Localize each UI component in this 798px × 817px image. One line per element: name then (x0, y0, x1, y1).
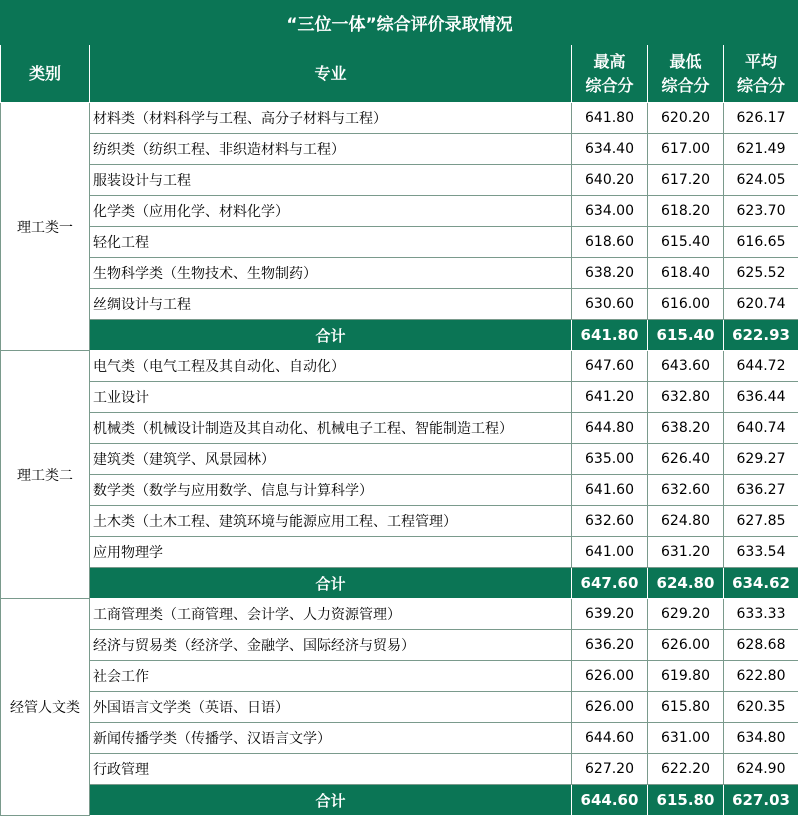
table-row (1, 413, 798, 444)
table-row (1, 444, 798, 475)
avg-score-cell: 616.65 (724, 227, 798, 258)
max-score-cell: 640.20 (572, 165, 648, 196)
avg-score-cell: 629.27 (724, 444, 798, 475)
avg-score-cell: 623.70 (724, 196, 798, 227)
table-row (1, 506, 798, 537)
table-row (1, 165, 798, 196)
table-row (1, 134, 798, 165)
table-body (1, 103, 798, 816)
max-score-cell: 644.60 (572, 723, 648, 754)
min-score-cell: 632.80 (648, 382, 724, 413)
min-score-cell: 615.80 (648, 692, 724, 723)
header-avg-line2: 综合分 (737, 75, 786, 95)
min-score-cell: 624.80 (648, 506, 724, 537)
min-score-cell: 638.20 (648, 413, 724, 444)
max-score-cell: 626.00 (572, 661, 648, 692)
max-score-cell: 618.60 (572, 227, 648, 258)
header-max-score (572, 45, 648, 103)
total-avg-cell: 622.93 (724, 320, 798, 351)
min-score-cell: 617.20 (648, 165, 724, 196)
min-score-cell: 618.20 (648, 196, 724, 227)
major-cell: 新闻传播学类（传播学、汉语言文学） (90, 723, 572, 754)
table-row (1, 723, 798, 754)
max-score-cell: 632.60 (572, 506, 648, 537)
min-score-cell: 617.00 (648, 134, 724, 165)
total-avg-cell: 634.62 (724, 568, 798, 599)
max-score-cell: 636.20 (572, 630, 648, 661)
avg-score-cell: 636.27 (724, 475, 798, 506)
major-cell: 纺织类（纺织工程、非织造材料与工程） (90, 134, 572, 165)
max-score-cell: 641.60 (572, 475, 648, 506)
total-row (1, 320, 798, 351)
avg-score-cell: 640.74 (724, 413, 798, 444)
major-cell: 机械类（机械设计制造及其自动化、机械电子工程、智能制造工程） (90, 413, 572, 444)
table-title: “三位一体”综合评价录取情况 (1, 1, 798, 45)
major-cell: 外国语言文学类（英语、日语） (90, 692, 572, 723)
min-score-cell: 619.80 (648, 661, 724, 692)
header-min-score (648, 45, 724, 103)
header-avg-score (724, 45, 798, 103)
total-max-cell: 644.60 (572, 785, 648, 816)
total-max-cell: 641.80 (572, 320, 648, 351)
avg-score-cell: 624.05 (724, 165, 798, 196)
max-score-cell: 635.00 (572, 444, 648, 475)
table-row (1, 692, 798, 723)
min-score-cell: 631.20 (648, 537, 724, 568)
major-cell: 建筑类（建筑学、风景园林） (90, 444, 572, 475)
header-major: 专业 (90, 45, 572, 103)
avg-score-cell: 644.72 (724, 351, 798, 382)
min-score-cell: 626.40 (648, 444, 724, 475)
major-cell: 生物科学类（生物技术、生物制药） (90, 258, 572, 289)
category-cell: 理工类一 (1, 103, 90, 351)
total-label-cell: 合计 (90, 568, 572, 599)
avg-score-cell: 633.33 (724, 599, 798, 630)
category-cell: 经管人文类 (1, 599, 90, 816)
major-cell: 工业设计 (90, 382, 572, 413)
major-cell: 社会工作 (90, 661, 572, 692)
table-row (1, 196, 798, 227)
table-row (1, 382, 798, 413)
category-cell: 理工类二 (1, 351, 90, 599)
major-cell: 丝绸设计与工程 (90, 289, 572, 320)
major-cell: 经济与贸易类（经济学、金融学、国际经济与贸易） (90, 630, 572, 661)
table-row (1, 475, 798, 506)
max-score-cell: 630.60 (572, 289, 648, 320)
max-score-cell: 644.80 (572, 413, 648, 444)
table-row (1, 599, 798, 630)
major-cell: 材料类（材料科学与工程、高分子材料与工程） (90, 103, 572, 134)
total-min-cell: 615.80 (648, 785, 724, 816)
min-score-cell: 615.40 (648, 227, 724, 258)
title-row (1, 1, 798, 45)
avg-score-cell: 627.85 (724, 506, 798, 537)
avg-score-cell: 621.49 (724, 134, 798, 165)
avg-score-cell: 622.80 (724, 661, 798, 692)
max-score-cell: 647.60 (572, 351, 648, 382)
avg-score-cell: 626.17 (724, 103, 798, 134)
max-score-cell: 634.00 (572, 196, 648, 227)
major-cell: 应用物理学 (90, 537, 572, 568)
avg-score-cell: 633.54 (724, 537, 798, 568)
total-row (1, 568, 798, 599)
total-avg-cell: 627.03 (724, 785, 798, 816)
table-row (1, 103, 798, 134)
total-label-cell: 合计 (90, 785, 572, 816)
max-score-cell: 639.20 (572, 599, 648, 630)
header-min-line1: 最低 (669, 51, 702, 71)
max-score-cell: 641.80 (572, 103, 648, 134)
min-score-cell: 631.00 (648, 723, 724, 754)
max-score-cell: 638.20 (572, 258, 648, 289)
header-max-line2: 综合分 (585, 75, 634, 95)
table-row (1, 258, 798, 289)
total-min-cell: 624.80 (648, 568, 724, 599)
avg-score-cell: 628.68 (724, 630, 798, 661)
major-cell: 行政管理 (90, 754, 572, 785)
major-cell: 化学类（应用化学、材料化学） (90, 196, 572, 227)
avg-score-cell: 634.80 (724, 723, 798, 754)
major-cell: 数学类（数学与应用数学、信息与计算科学） (90, 475, 572, 506)
total-min-cell: 615.40 (648, 320, 724, 351)
min-score-cell: 616.00 (648, 289, 724, 320)
min-score-cell: 629.20 (648, 599, 724, 630)
major-cell: 电气类（电气工程及其自动化、自动化） (90, 351, 572, 382)
total-label-cell: 合计 (90, 320, 572, 351)
max-score-cell: 641.00 (572, 537, 648, 568)
max-score-cell: 641.20 (572, 382, 648, 413)
avg-score-cell: 636.44 (724, 382, 798, 413)
header-category: 类别 (1, 45, 90, 103)
total-max-cell: 647.60 (572, 568, 648, 599)
major-cell: 土木类（土木工程、建筑环境与能源应用工程、工程管理） (90, 506, 572, 537)
major-cell: 轻化工程 (90, 227, 572, 258)
table-row (1, 289, 798, 320)
major-cell: 工商管理类（工商管理、会计学、人力资源管理） (90, 599, 572, 630)
table-row (1, 630, 798, 661)
min-score-cell: 620.20 (648, 103, 724, 134)
min-score-cell: 632.60 (648, 475, 724, 506)
avg-score-cell: 620.74 (724, 289, 798, 320)
avg-score-cell: 625.52 (724, 258, 798, 289)
major-cell: 服装设计与工程 (90, 165, 572, 196)
header-row (1, 45, 798, 103)
max-score-cell: 634.40 (572, 134, 648, 165)
header-min-line2: 综合分 (661, 75, 710, 95)
header-avg-line1: 平均 (745, 51, 778, 71)
table-row (1, 227, 798, 258)
table-row (1, 661, 798, 692)
avg-score-cell: 620.35 (724, 692, 798, 723)
min-score-cell: 643.60 (648, 351, 724, 382)
header-max-line1: 最高 (593, 51, 626, 71)
max-score-cell: 626.00 (572, 692, 648, 723)
min-score-cell: 622.20 (648, 754, 724, 785)
table-row (1, 754, 798, 785)
max-score-cell: 627.20 (572, 754, 648, 785)
table-row (1, 351, 798, 382)
avg-score-cell: 624.90 (724, 754, 798, 785)
total-row (1, 785, 798, 816)
table-row (1, 537, 798, 568)
min-score-cell: 618.40 (648, 258, 724, 289)
min-score-cell: 626.00 (648, 630, 724, 661)
